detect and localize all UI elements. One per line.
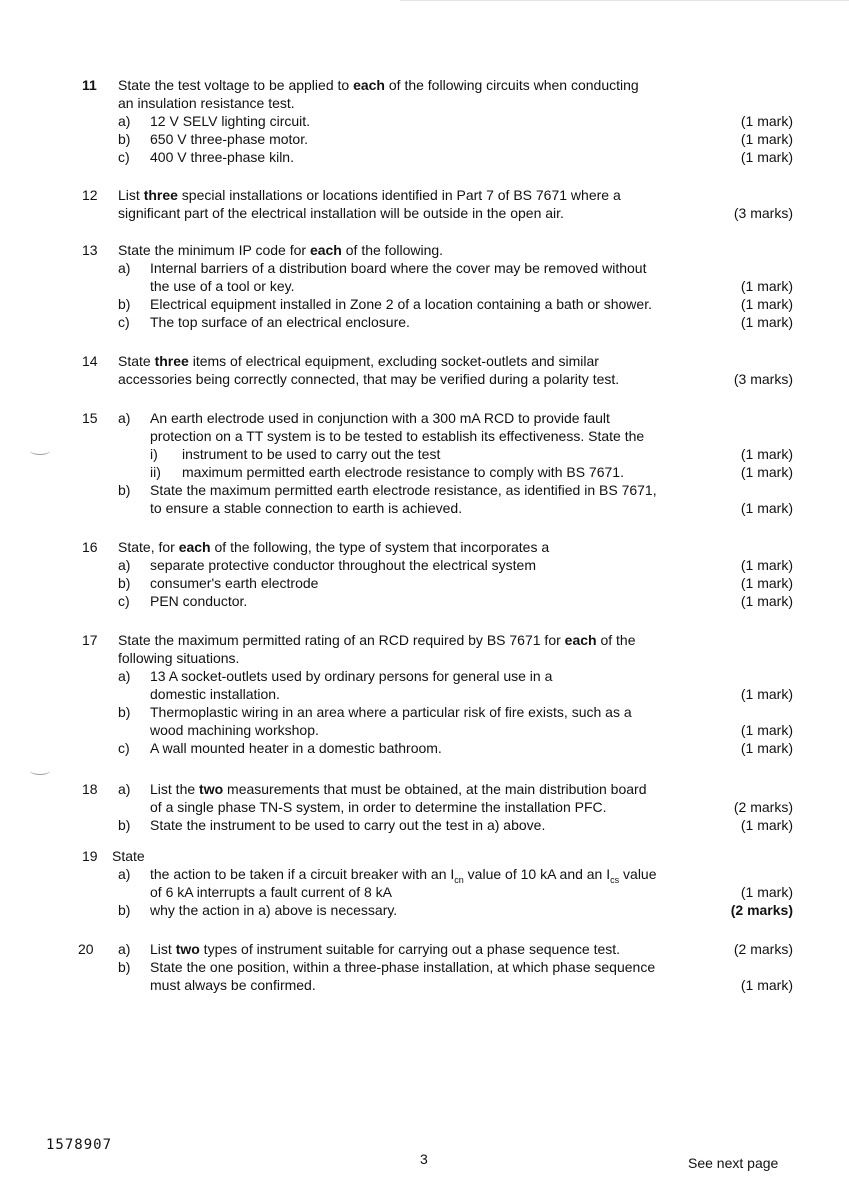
mark-allocation: (1 mark): [740, 464, 793, 480]
mark-allocation: (2 marks): [730, 902, 793, 918]
scan-mark: [30, 446, 50, 455]
mark-allocation: (1 mark): [740, 593, 793, 609]
item-label: b): [118, 575, 131, 591]
item-text: Electrical equipment installed in Zone 2 of a location containing a bath or shower.: [150, 296, 652, 312]
item-label: a): [118, 557, 131, 573]
item-text: wood machining workshop.: [150, 722, 319, 738]
question-13: [82, 241, 797, 331]
question-text: an insulation resistance test.: [118, 95, 295, 111]
item-text: of 6 kA interrupts a fault current of 8 kA: [150, 884, 393, 900]
mark-allocation: (1 mark): [740, 884, 793, 900]
mark-allocation: (1 mark): [740, 296, 793, 312]
question-16: [82, 538, 797, 610]
question-19: [82, 847, 797, 919]
question-18: [82, 780, 797, 834]
item-text: A wall mounted heater in a domestic bathroom.: [150, 740, 442, 756]
item-text: The top surface of an electrical enclosure.: [150, 314, 410, 330]
item-text: 12 V SELV lighting circuit.: [150, 113, 311, 129]
item-text: List the two measurements that must be obtained, at the main distribution board: [150, 781, 647, 797]
item-text: An earth electrode used in conjunction with a 300 mA RCD to provide fault: [150, 410, 610, 426]
question-text: State the minimum IP code for each of the following.: [118, 242, 444, 258]
question-number: 13: [82, 242, 98, 258]
scan-edge-line: [400, 0, 849, 1]
item-text: of a single phase TN-S system, in order to determine the installation PFC.: [150, 799, 607, 815]
item-text: separate protective conductor throughout the electrical system: [150, 557, 536, 573]
item-label: b): [118, 817, 131, 833]
question-text: significant part of the electrical installation will be outside in the open air.: [118, 205, 564, 221]
item-text: State the instrument to be used to carry out the test in a) above.: [150, 817, 546, 833]
item-text: protection on a TT system is to be tested to establish its effectiveness. State the: [150, 428, 645, 444]
page-number: 3: [420, 1151, 428, 1167]
see-next-page: See next page: [688, 1155, 779, 1171]
item-text: PEN conductor.: [150, 593, 248, 609]
item-label: a): [118, 941, 131, 957]
item-text: Thermoplastic wiring in an area where a particular risk of fire exists, such as a: [150, 704, 632, 720]
question-14: [82, 352, 797, 388]
item-label: b): [118, 131, 131, 147]
question-12: [82, 186, 797, 222]
item-text: State the maximum permitted earth electrode resistance, as identified in BS 7671,: [150, 482, 657, 498]
item-label: c): [118, 740, 130, 756]
question-text: List three special installations or locations identified in Part 7 of BS 7671 where a: [118, 187, 621, 203]
item-text: Internal barriers of a distribution board where the cover may be removed without: [150, 260, 647, 276]
item-label: a): [118, 410, 131, 426]
item-label: b): [118, 296, 131, 312]
question-number: 15: [82, 410, 98, 426]
question-20: [78, 940, 797, 994]
question-number: 18: [82, 781, 98, 797]
item-label: a): [118, 781, 131, 797]
question-number: 19: [82, 848, 98, 864]
mark-allocation: (1 mark): [740, 278, 793, 294]
question-text: State, for each of the following, the type of system that incorporates a: [118, 539, 550, 555]
mark-allocation: (1 mark): [740, 740, 793, 756]
item-label: b): [118, 959, 131, 975]
item-text: the use of a tool or key.: [150, 278, 295, 294]
item-text: consumer's earth electrode: [150, 575, 319, 591]
mark-allocation: (1 mark): [740, 817, 793, 833]
item-label: c): [118, 593, 130, 609]
mark-allocation: (1 mark): [740, 500, 793, 516]
subitem-label: i): [150, 446, 158, 462]
scan-mark: [30, 766, 50, 775]
question-number: 17: [82, 632, 98, 648]
mark-allocation: (1 mark): [740, 314, 793, 330]
item-label: a): [118, 866, 131, 882]
item-text: List two types of instrument suitable for carrying out a phase sequence test.: [150, 941, 621, 957]
item-label: b): [118, 704, 131, 720]
item-label: a): [118, 668, 131, 684]
question-15: [82, 409, 797, 517]
mark-allocation: (1 mark): [740, 977, 793, 993]
mark-allocation: (1 mark): [740, 446, 793, 462]
question-text: following situations.: [118, 650, 240, 666]
question-17: [82, 631, 797, 757]
mark-allocation: (1 mark): [740, 557, 793, 573]
question-text: accessories being correctly connected, that may be verified during a polarity test.: [118, 371, 620, 387]
subitem-label: ii): [150, 464, 161, 480]
subitem-text: instrument to be used to carry out the test: [182, 446, 441, 462]
item-label: a): [118, 113, 131, 129]
item-label: a): [118, 260, 131, 276]
question-text: State: [112, 848, 145, 864]
item-label: b): [118, 902, 131, 918]
item-text: State the one position, within a three-phase installation, at which phase sequence: [150, 959, 656, 975]
item-label: b): [118, 482, 131, 498]
mark-allocation: (1 mark): [740, 131, 793, 147]
mark-allocation: (1 mark): [740, 113, 793, 129]
item-text: 650 V three-phase motor.: [150, 131, 308, 147]
item-label: c): [118, 149, 130, 165]
mark-allocation: (3 marks): [733, 371, 793, 387]
mark-allocation: (2 marks): [733, 799, 793, 815]
question-number: 16: [82, 539, 98, 555]
question-number: 11: [82, 77, 97, 93]
question-11: [82, 76, 797, 166]
mark-allocation: (1 mark): [740, 686, 793, 702]
item-text: 400 V three-phase kiln.: [150, 149, 294, 165]
document-id: 1578907: [46, 1137, 113, 1153]
mark-allocation: (1 mark): [740, 575, 793, 591]
item-text: domestic installation.: [150, 686, 280, 702]
item-label: c): [118, 314, 130, 330]
subitem-text: maximum permitted earth electrode resistance to comply with BS 7671.: [182, 464, 624, 480]
item-text: 13 A socket-outlets used by ordinary persons for general use in a: [150, 668, 553, 684]
mark-allocation: (1 mark): [740, 149, 793, 165]
question-number: 20: [78, 941, 94, 957]
question-text: State the maximum permitted rating of an RCD required by BS 7671 for each of the: [118, 632, 636, 648]
question-number: 14: [82, 353, 98, 369]
question-text: State the test voltage to be applied to each of the following circuits when conducting: [118, 77, 639, 93]
mark-allocation: (2 marks): [733, 941, 793, 957]
mark-allocation: (3 marks): [733, 205, 793, 221]
item-text: the action to be taken if a circuit breaker with an $I_{cn}$ value of 10 kA and an $I_{cs}$ value: [150, 866, 657, 885]
item-text: why the action in a) above is necessary.: [150, 902, 398, 918]
question-text: State three items of electrical equipment, excluding socket-outlets and similar: [118, 353, 599, 369]
item-text: to ensure a stable connection to earth is achieved.: [150, 500, 463, 516]
item-text: must always be confirmed.: [150, 977, 316, 993]
question-number: 12: [82, 187, 98, 203]
mark-allocation: (1 mark): [740, 722, 793, 738]
